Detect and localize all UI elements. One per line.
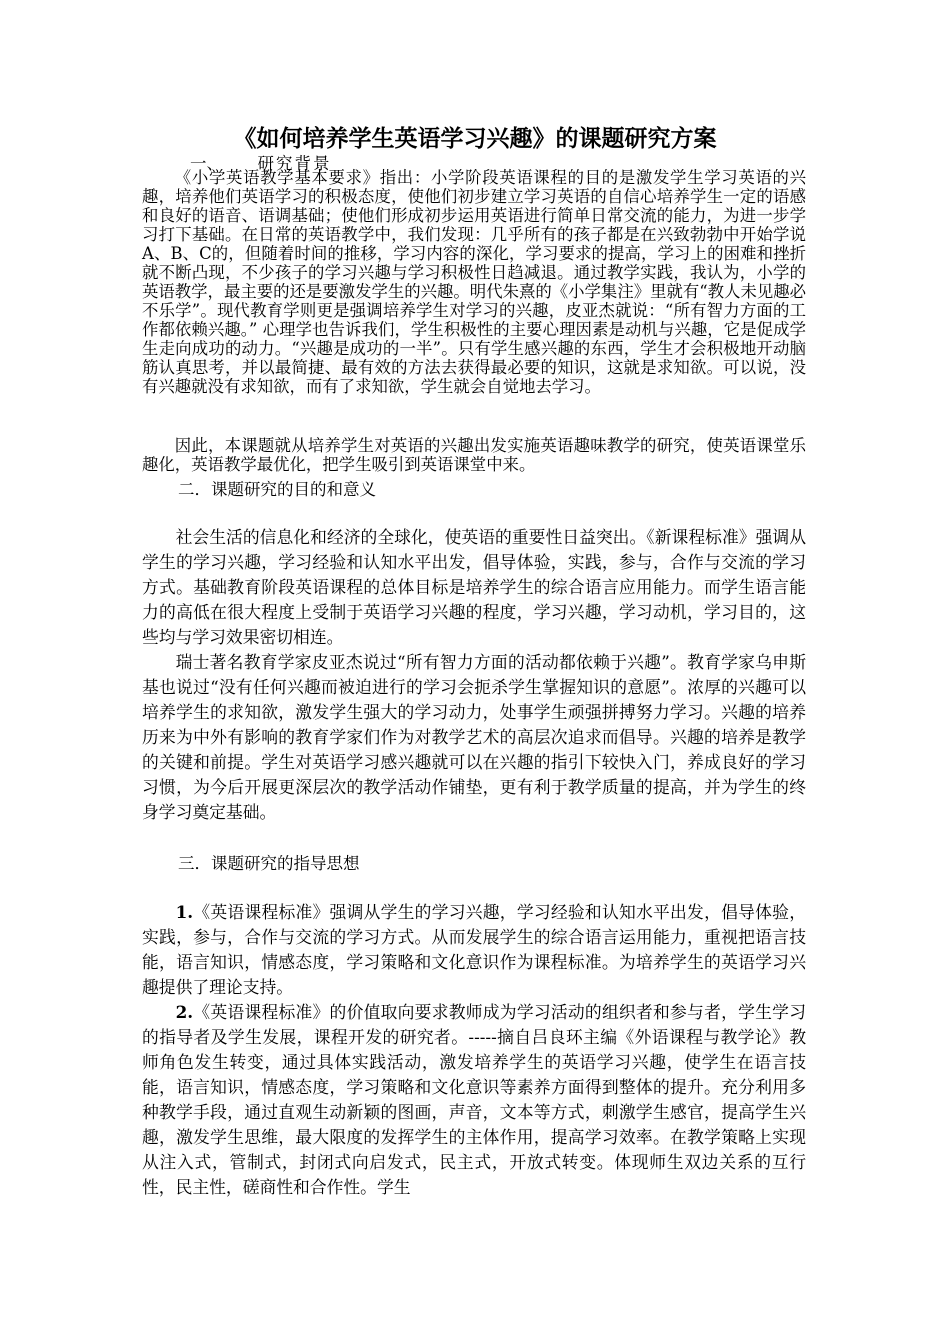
section1-paragraph-2: 因此，本课题就从培养学生对英语的兴趣出发实施英语趣味教学的研究，使英语课堂乐趣化，英语教学最优化，把学生吸引到英语课堂中来。 xyxy=(142,436,806,474)
item-text: 《英语课程标准》的价值取向要求教师成为学习活动的组织者和参与者，学生学习的指导者及学生发展，课程开发的研究者。-----摘自吕良环主编《外语课程与教学论》教师角色发生转变，通过具体实践活动，激发培养学生的英语学习兴趣，使学生在语言技能，语言知识，情感态度，学习策略和文化意识等素养方面得到整体的提升。充分利用多种教学手段，通过直观生动新颖的图画，声音，文本等方式，刺激学生感官，提高学生兴趣，激发学生思维，最大限度的发挥学生的主体作用，提高学习效率。在教学策略上实现从注入式，管制式，封闭式向启发式，民主式，开放式转变。体现师生双边关系的互行性，民主性，磋商性和合作性。学生 xyxy=(142,1002,806,1197)
item-text: 《英语课程标准》强调从学生的学习兴趣，学习经验和认知水平出发，倡导体验，实践，参与，合作与交流的学习方式。从而发展学生的综合语言运用能力，重视把语言技能，语言知识，情感态度，学习策略和文化意识作为课程标准。为培养学生的英语学习兴趣提供了理论支持。 xyxy=(142,902,806,997)
item-number: 2. xyxy=(175,1002,194,1022)
section1-title: 研究背景 xyxy=(257,154,332,173)
section3-heading: 三．课题研究的指导思想 xyxy=(178,854,360,873)
item-number: 1. xyxy=(175,902,194,922)
section2-paragraph-2: 瑞士著名教育学家皮亚杰说过“所有智力方面的活动都依赖于兴趣”。教育学家乌申斯基也说过“没有任何兴趣而被迫进行的学习会扼杀学生掌握知识的意愿”。浓厚的兴趣可以培养学生的求知欲，激发学生强大的学习动力，处事学生顽强拼搏努力学习。兴趣的培养历来为中外有影响的教育学家们作为对教学艺术的高层次追求而倡导。兴趣的培养是教学的关键和前提。学生对英语学习感兴趣就可以在兴趣的指引下较快入门，养成良好的学习习惯，为今后开展更深层次的教学活动作铺垫，更有利于教学质量的提高，并为学生的终身学习奠定基础。 xyxy=(142,652,806,822)
section2-paragraph-1: 社会生活的信息化和经济的全球化，使英语的重要性日益突出。《新课程标准》强调从学生的学习兴趣，学习经验和认知水平出发，倡导体验，实践，参与，合作与交流的学习方式。基础教育阶段英语课程的总体目标是培养学生的综合语言应用能力。而学生语言能力的高低在很大程度上受制于英语学习兴趣的程度，学习兴趣，学习动机，学习目的，这些均与学习效果密切相连。 xyxy=(142,527,806,647)
section2-heading: 二．课题研究的目的和意义 xyxy=(178,480,376,499)
document-title: 《如何培养学生英语学习兴趣》的课题研究方案 xyxy=(233,125,717,152)
section3-item-2 xyxy=(142,1000,806,1200)
section1-paragraph-1: 《小学英语教学基本要求》指出：小学阶段英语课程的目的是激发学生学习英语的兴趣，培养他们英语学习的积极态度，使他们初步建立学习英语的自信心培养学生一定的语感和良好的语音、语调基础；使他们形成初步运用英语进行简单日常交流的能力，为进一步学习打下基础。在日常的英语教学中，我们发现：几乎所有的孩子都是在兴致勃勃中开始学说A、B、C的，但随着时间的推移，学习内容的深化，学习要求的提高，学习上的困难和挫折就不断凸现，不少孩子的学习兴趣与学习积极性日趋减退。通过教学实践，我认为，小学的英语教学，最主要的还是要激发学生的兴趣。明代朱熹的《小学集注》里就有“教人未见趣必不乐学”。现代教育学则更是强调培养学生对学习的兴趣，皮亚杰就说：“所有智力方面的工作都依赖兴趣。” 心理学也告诉我们，学生积极性的主要心理因素是动机与兴趣，它是促成学生走向成功的动力。“兴趣是成功的一半”。只有学生感兴趣的东西，学生才会积极地开动脑筋认真思考，并以最简捷、最有效的方法去获得最必要的知识，这就是求知欲。可以说，没有兴趣就没有求知欲，而有了求知欲，学生就会自觉地去学习。 xyxy=(142,168,807,396)
section3-item-1 xyxy=(142,900,806,1000)
section1-number: 一、 xyxy=(190,154,223,173)
